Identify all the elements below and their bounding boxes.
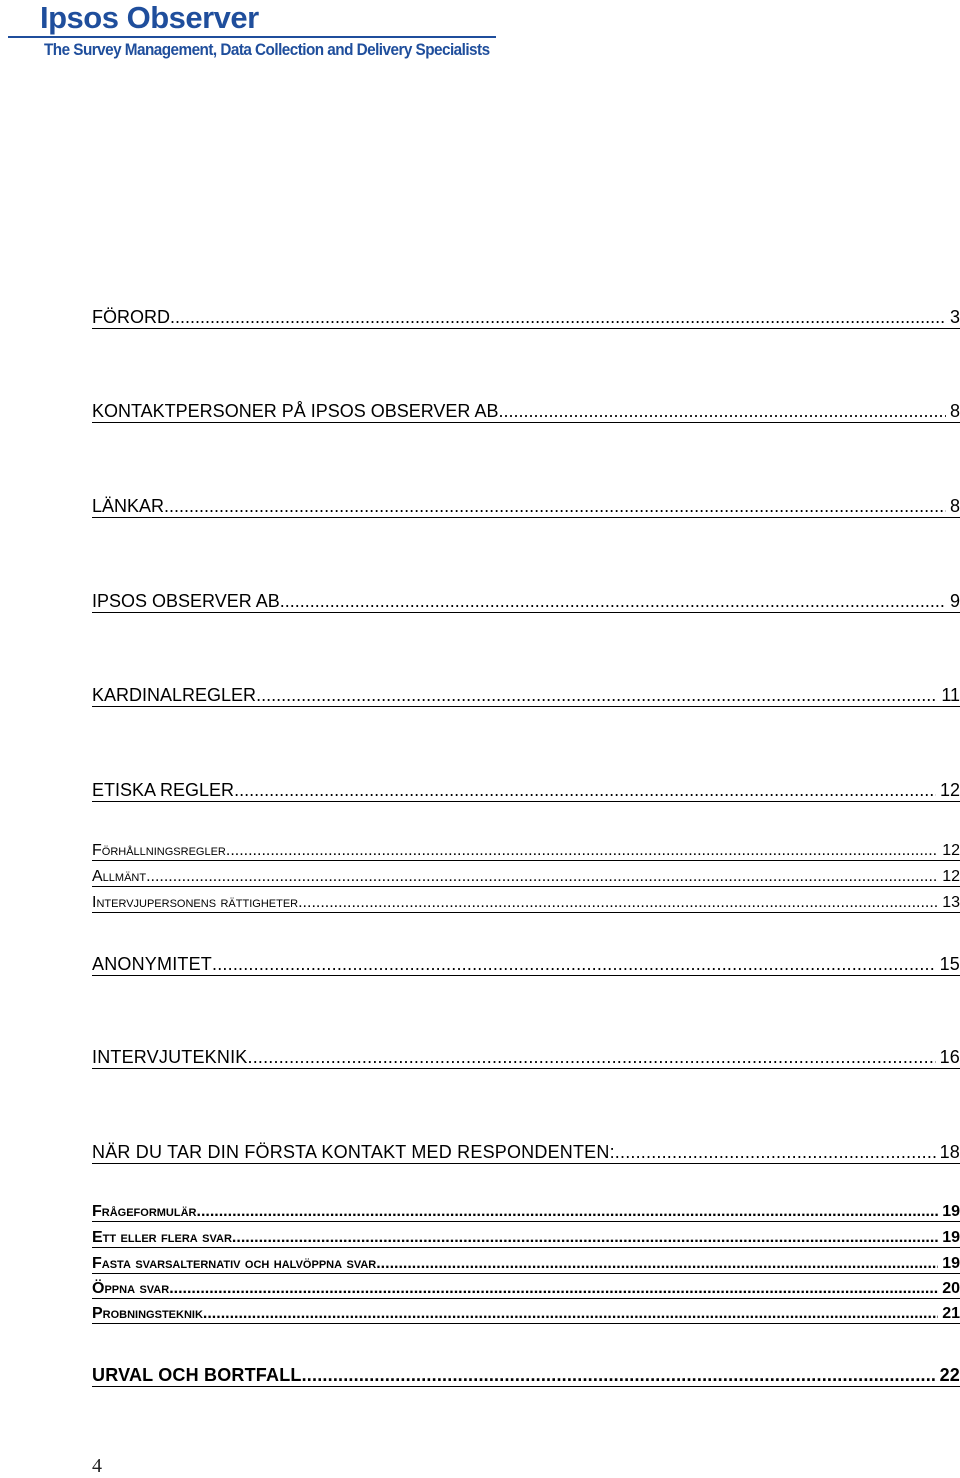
toc-entry-title: URVAL OCH BORTFALL: [92, 1365, 302, 1385]
toc-entry-page: 19: [942, 1229, 960, 1246]
toc-entry-title: Öppna svar: [92, 1280, 170, 1297]
toc-entry-title: Intervjupersonens rättigheter: [92, 894, 299, 911]
toc-entry-title: Frågeformulär: [92, 1203, 197, 1220]
toc-leader-dots: [376, 1255, 938, 1273]
toc-entry-page: 18: [939, 1142, 960, 1162]
toc-entry-kontaktpersoner[interactable]: [92, 401, 960, 423]
toc-entry-intervjuteknik[interactable]: [92, 1047, 960, 1069]
toc-entry-forsta-kontakt[interactable]: [92, 1142, 960, 1164]
ipsos-observer-logo: [0, 0, 500, 70]
toc-leader-dots: [248, 1047, 936, 1068]
toc-entry-page: 12: [942, 868, 960, 885]
toc-entry-page: 9: [949, 591, 960, 611]
logo-tagline: The Survey Management, Data Collection and Delivery Specialists: [44, 40, 490, 59]
toc-entry-title: FÖRORD: [92, 307, 170, 327]
toc-entry-page: 8: [949, 496, 960, 516]
logo-title: Ipsos Observer: [40, 0, 259, 35]
toc-entry-page: 22: [939, 1365, 960, 1385]
toc-entry-page: 16: [939, 1047, 960, 1067]
toc-subentry-probningsteknik[interactable]: [92, 1305, 960, 1324]
toc-entry-title: KONTAKTPERSONER PÅ IPSOS OBSERVER AB: [92, 401, 499, 421]
toc-entry-title: NÄR DU TAR DIN FÖRSTA KONTAKT MED RESPONDENTEN:: [92, 1142, 615, 1162]
toc-entry-title: LÄNKAR: [92, 496, 165, 516]
page-number: 4: [92, 1455, 102, 1477]
toc-leader-dots: [498, 401, 946, 422]
toc-leader-dots: [169, 1280, 938, 1298]
toc-leader-dots: [234, 780, 936, 801]
toc-subentry-ett-eller-flera-svar[interactable]: [92, 1229, 960, 1248]
toc-entry-page: 8: [949, 401, 960, 421]
toc-entry-title: ANONYMITET: [92, 954, 213, 974]
toc-leader-dots: [615, 1142, 936, 1163]
toc-entry-title: Probningsteknik: [92, 1305, 203, 1322]
toc-entry-ipsos-observer-ab[interactable]: [92, 591, 960, 613]
toc-leader-dots: [146, 868, 938, 886]
toc-entry-page: 3: [949, 307, 960, 327]
toc-entry-page: 19: [942, 1203, 960, 1220]
toc-entry-kardinalregler[interactable]: [92, 685, 960, 707]
toc-entry-title: Fasta svarsalternativ och halvöppna svar: [92, 1255, 377, 1272]
toc-subentry-fasta-svarsalternativ[interactable]: [92, 1255, 960, 1274]
toc-leader-dots: [197, 1203, 939, 1221]
toc-entry-page: 11: [941, 685, 960, 705]
toc-subentry-oppna-svar[interactable]: [92, 1280, 960, 1299]
toc-leader-dots: [170, 307, 946, 328]
toc-entry-lankar[interactable]: [92, 496, 960, 518]
toc-entry-page: 15: [939, 954, 960, 974]
toc-leader-dots: [280, 591, 946, 612]
toc-entry-title: INTERVJUTEKNIK: [92, 1047, 248, 1067]
toc-entry-page: 20: [942, 1280, 960, 1297]
toc-entry-title: Allmänt: [92, 868, 147, 885]
toc-entry-title: ETISKA REGLER: [92, 780, 235, 800]
toc-entry-anonymitet[interactable]: [92, 954, 960, 976]
toc-entry-title: KARDINALREGLER: [92, 685, 257, 705]
toc-entry-page: 19: [942, 1255, 960, 1272]
logo-divider: [8, 36, 496, 38]
toc-subentry-forhallningsregler[interactable]: [92, 842, 960, 861]
toc-entry-title: IPSOS OBSERVER AB: [92, 591, 280, 611]
toc-entry-title: Förhållningsregler: [92, 842, 226, 859]
toc-leader-dots: [164, 496, 946, 517]
toc-leader-dots: [298, 894, 938, 912]
toc-subentry-intervjupersonens-rattigheter[interactable]: [92, 894, 960, 913]
toc-entry-forord[interactable]: [92, 307, 960, 329]
toc-leader-dots: [203, 1305, 938, 1323]
toc-entry-urval-och-bortfall[interactable]: [92, 1365, 960, 1387]
toc-leader-dots: [232, 1229, 938, 1247]
toc-entry-etiska-regler[interactable]: [92, 780, 960, 802]
toc-subentry-frageformular[interactable]: [92, 1203, 960, 1222]
toc-leader-dots: [302, 1365, 936, 1386]
toc-entry-page: 12: [939, 780, 960, 800]
toc-entry-page: 21: [942, 1305, 960, 1322]
toc-leader-dots: [226, 842, 938, 860]
toc-entry-title: Ett eller flera svar: [92, 1229, 232, 1246]
toc-entry-page: 13: [942, 894, 960, 911]
toc-leader-dots: [212, 954, 936, 975]
toc-entry-page: 12: [942, 842, 960, 859]
toc-subentry-allmant[interactable]: [92, 868, 960, 887]
toc-leader-dots: [256, 685, 937, 706]
